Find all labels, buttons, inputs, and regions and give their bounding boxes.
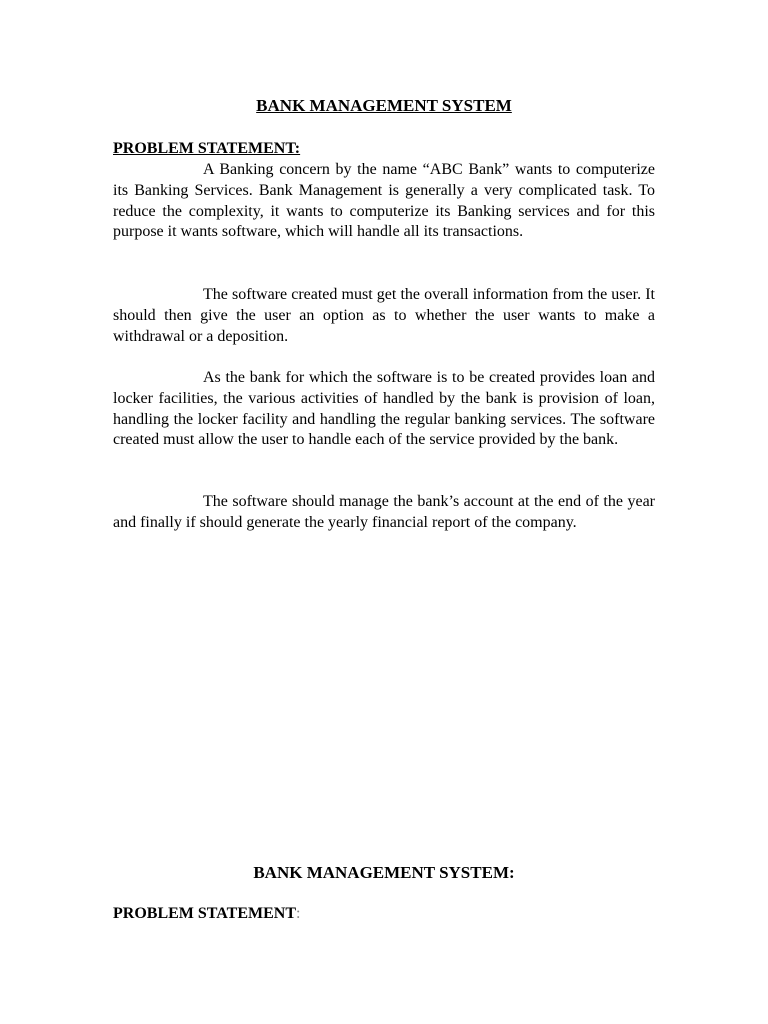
- problem-statement-heading: PROBLEM STATEMENT:: [113, 140, 301, 157]
- paragraph-1: [113, 160, 655, 243]
- document-title: BANK MANAGEMENT SYSTEM: [256, 96, 512, 115]
- second-heading-label: PROBLEM STATEMENT: [113, 905, 296, 922]
- paragraph-3-text: As the bank for which the software is to be created provides loan and locker facilities, the various activities of handled by the bank is provision of loan, handling the locker facility and handling the regular banking services. The software created must allow the user to handle each of the service provided by the bank.: [113, 369, 655, 449]
- paragraph-4-text: The software should manage the bank’s account at the end of the year and finally if should generate the yearly financial report of the company.: [113, 493, 655, 531]
- second-problem-statement-heading: [113, 904, 300, 924]
- paragraph-1-text: A Banking concern by the name “ABC Bank” wants to computerize its Banking Services. Bank Management is generally a very complicated task. To reduce the complexity, it wants to computerize its Banking services and for this purpose it wants software, which will handle all its transactions.: [113, 161, 655, 241]
- second-document-title: BANK MANAGEMENT SYSTEM:: [253, 863, 515, 882]
- paragraph-4: [113, 492, 655, 534]
- paragraph-2: [113, 285, 655, 347]
- second-heading-colon: :: [295, 905, 301, 922]
- paragraph-2-text: The software created must get the overall information from the user. It should then give the user an option as to whether the user wants to make a withdrawal or a deposition.: [113, 286, 655, 345]
- paragraph-3: [113, 368, 655, 451]
